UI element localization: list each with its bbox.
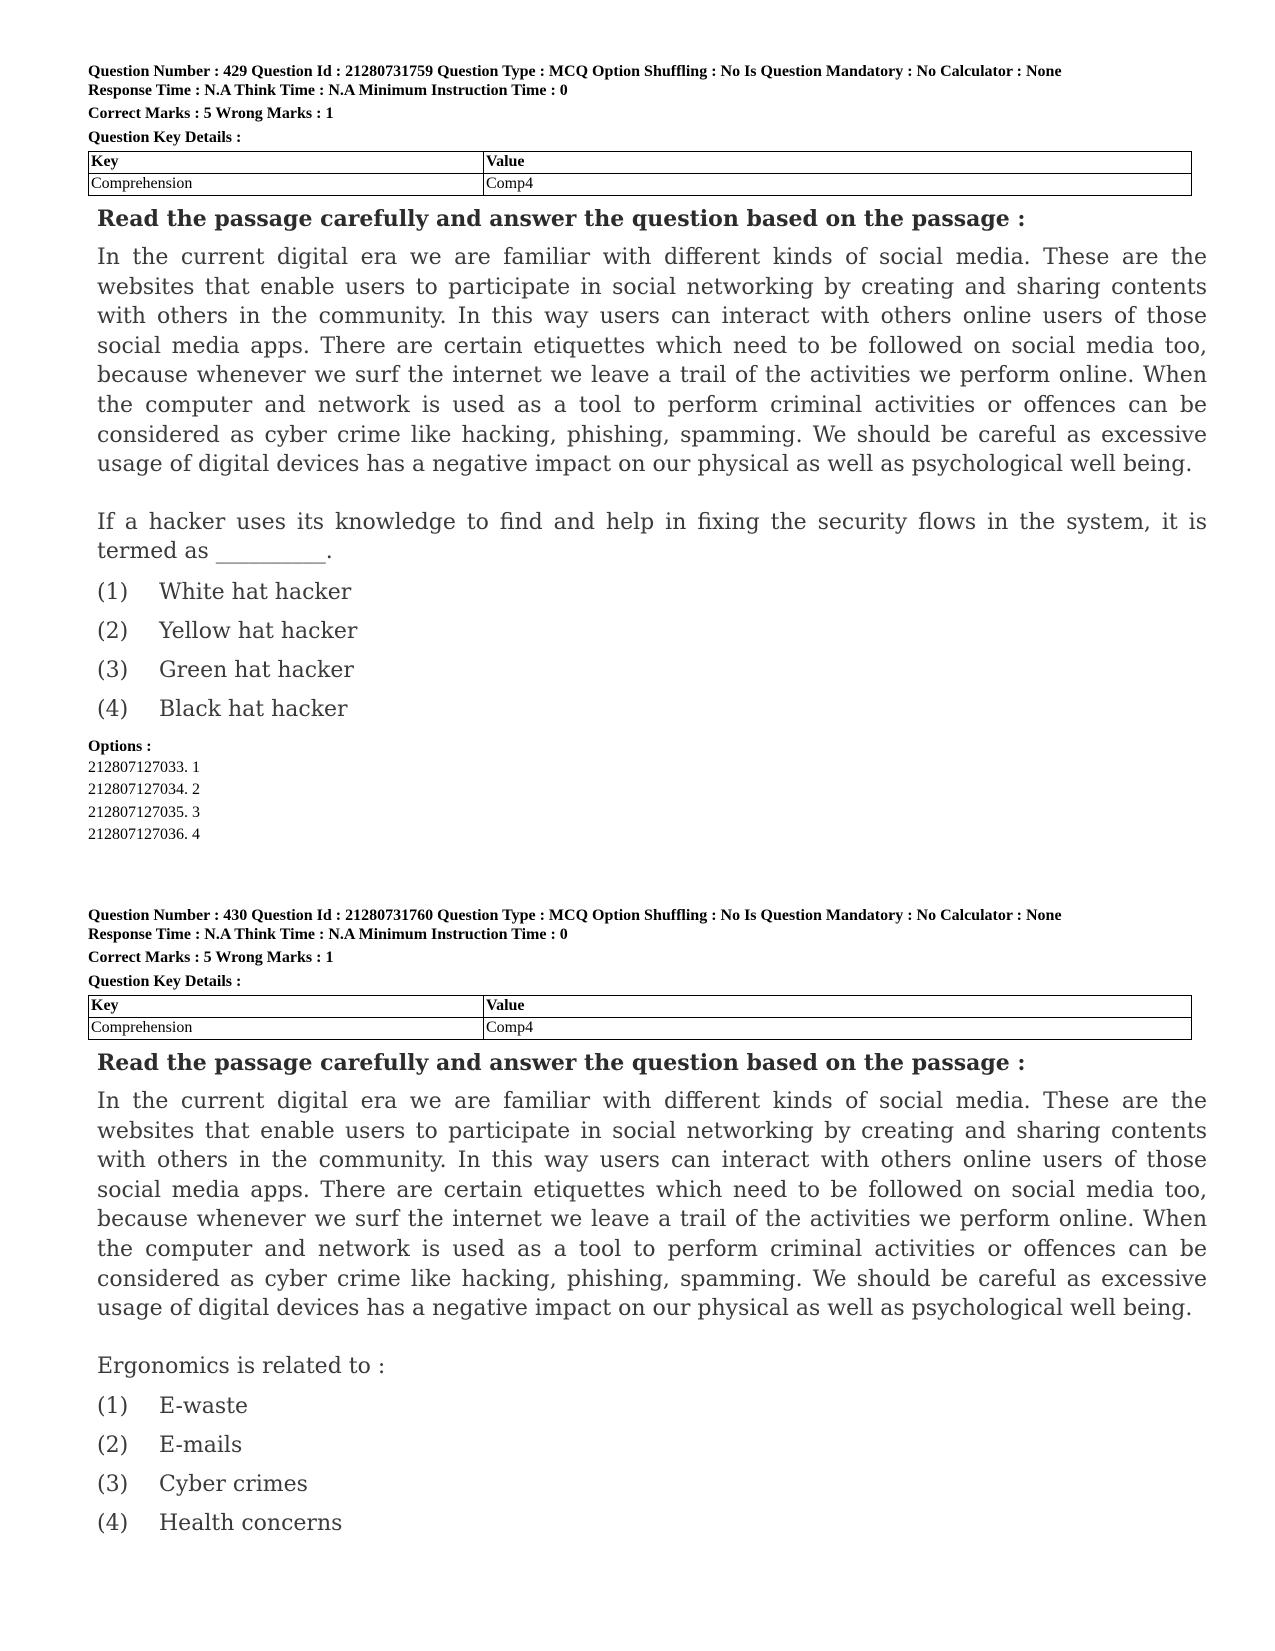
comprehension-passage: In the current digital era we are familiar with different kinds of social media. These are the websites that enable users to participate in social networking by creating and sharing contents with others in the community. In this way users can interact with others online users of those social media apps. There are certain etiquettes which need to be followed on social media too, because whenever we surf the internet we leave a trail of the activities we perform online. When the computer and network is used as a tool to perform criminal activities or offences can be considered as cyber crime like hacking, phishing, spamming. We should be careful as excessive usage of digital devices has a negative impact on our physical as well as psychological well being. <box>97 1089 1207 1322</box>
choice-text: Cyber crimes <box>159 1472 308 1498</box>
choice-text: Health concerns <box>159 1511 343 1537</box>
table-cell-key: Comprehension <box>89 1018 484 1040</box>
table-row <box>89 174 1192 196</box>
answer-choice <box>97 1465 1207 1504</box>
answer-choices <box>97 1387 1207 1543</box>
choice-number: (4) <box>97 696 129 722</box>
option-id-row: 212807127033. 1 <box>88 758 200 776</box>
passage-instruction: Read the passage carefully and answer the question based on the passage : <box>97 1050 1026 1076</box>
question-block-429 <box>88 62 1207 847</box>
question-timing-line: Response Time : N.A Think Time : N.A Minimum Instruction Time : 0 <box>88 82 568 99</box>
marks-line: Correct Marks : 5 Wrong Marks : 1 <box>88 949 334 966</box>
answer-choice <box>97 1504 1207 1543</box>
choice-number: (1) <box>97 579 129 605</box>
answer-choice <box>97 573 1207 612</box>
marks-line: Correct Marks : 5 Wrong Marks : 1 <box>88 105 334 122</box>
key-details-table <box>88 151 1192 196</box>
choice-number: (2) <box>97 618 129 644</box>
key-details-title: Question Key Details : <box>88 973 242 990</box>
answer-choices <box>97 573 1207 729</box>
question-meta-line: Question Number : 429 Question Id : 21280731759 Question Type : MCQ Option Shuffling : No Is Question Mandatory : No Calculator : None <box>88 63 1062 80</box>
question-meta-line: Question Number : 430 Question Id : 21280731760 Question Type : MCQ Option Shuffling : No Is Question Mandatory : No Calculator : None <box>88 907 1062 924</box>
key-details-table <box>88 995 1192 1040</box>
choice-text: E-waste <box>159 1394 248 1420</box>
key-details-title: Question Key Details : <box>88 129 242 146</box>
table-cell-key: Comprehension <box>89 174 484 196</box>
table-header-value: Value <box>484 996 1192 1018</box>
choice-text: Yellow hat hacker <box>159 618 358 644</box>
table-header-row <box>89 996 1192 1018</box>
answer-choice <box>97 612 1207 651</box>
choice-text: Black hat hacker <box>159 696 348 722</box>
table-row <box>89 1018 1192 1040</box>
question-stem: If a hacker uses its knowledge to find and help in fixing the security flows in the system, it is termed as __________. <box>97 509 1207 565</box>
table-cell-value: Comp4 <box>484 1018 1192 1040</box>
answer-choice <box>97 651 1207 690</box>
choice-text: White hat hacker <box>159 579 352 605</box>
table-header-key: Key <box>89 996 484 1018</box>
passage-instruction: Read the passage carefully and answer the question based on the passage : <box>97 206 1026 232</box>
options-title: Options : <box>88 737 152 755</box>
table-header-row <box>89 152 1192 174</box>
option-id-row: 212807127034. 2 <box>88 781 200 799</box>
answer-choice <box>97 1426 1207 1465</box>
question-block-430 <box>88 906 1207 1543</box>
question-content <box>97 205 1207 729</box>
choice-number: (3) <box>97 1472 129 1498</box>
choice-text: Green hat hacker <box>159 657 354 683</box>
choice-text: E-mails <box>159 1433 243 1459</box>
table-cell-value: Comp4 <box>484 174 1192 196</box>
table-header-value: Value <box>484 152 1192 174</box>
answer-choice <box>97 1387 1207 1426</box>
option-id-row: 212807127036. 4 <box>88 826 200 844</box>
question-timing-line: Response Time : N.A Think Time : N.A Minimum Instruction Time : 0 <box>88 926 568 943</box>
choice-number: (1) <box>97 1394 129 1420</box>
answer-choice <box>97 690 1207 729</box>
question-stem: Ergonomics is related to : <box>97 1353 386 1379</box>
comprehension-passage: In the current digital era we are familiar with different kinds of social media. These are the websites that enable users to participate in social networking by creating and sharing contents with others in the community. In this way users can interact with others online users of those social media apps. There are certain etiquettes which need to be followed on social media too, because whenever we surf the internet we leave a trail of the activities we perform online. When the computer and network is used as a tool to perform criminal activities or offences can be considered as cyber crime like hacking, phishing, spamming. We should be careful as excessive usage of digital devices has a negative impact on our physical as well as psychological well being. <box>97 245 1207 478</box>
choice-number: (2) <box>97 1433 129 1459</box>
choice-number: (4) <box>97 1511 129 1537</box>
choice-number: (3) <box>97 657 129 683</box>
table-header-key: Key <box>89 152 484 174</box>
question-content <box>97 1049 1207 1543</box>
option-id-row: 212807127035. 3 <box>88 803 200 821</box>
